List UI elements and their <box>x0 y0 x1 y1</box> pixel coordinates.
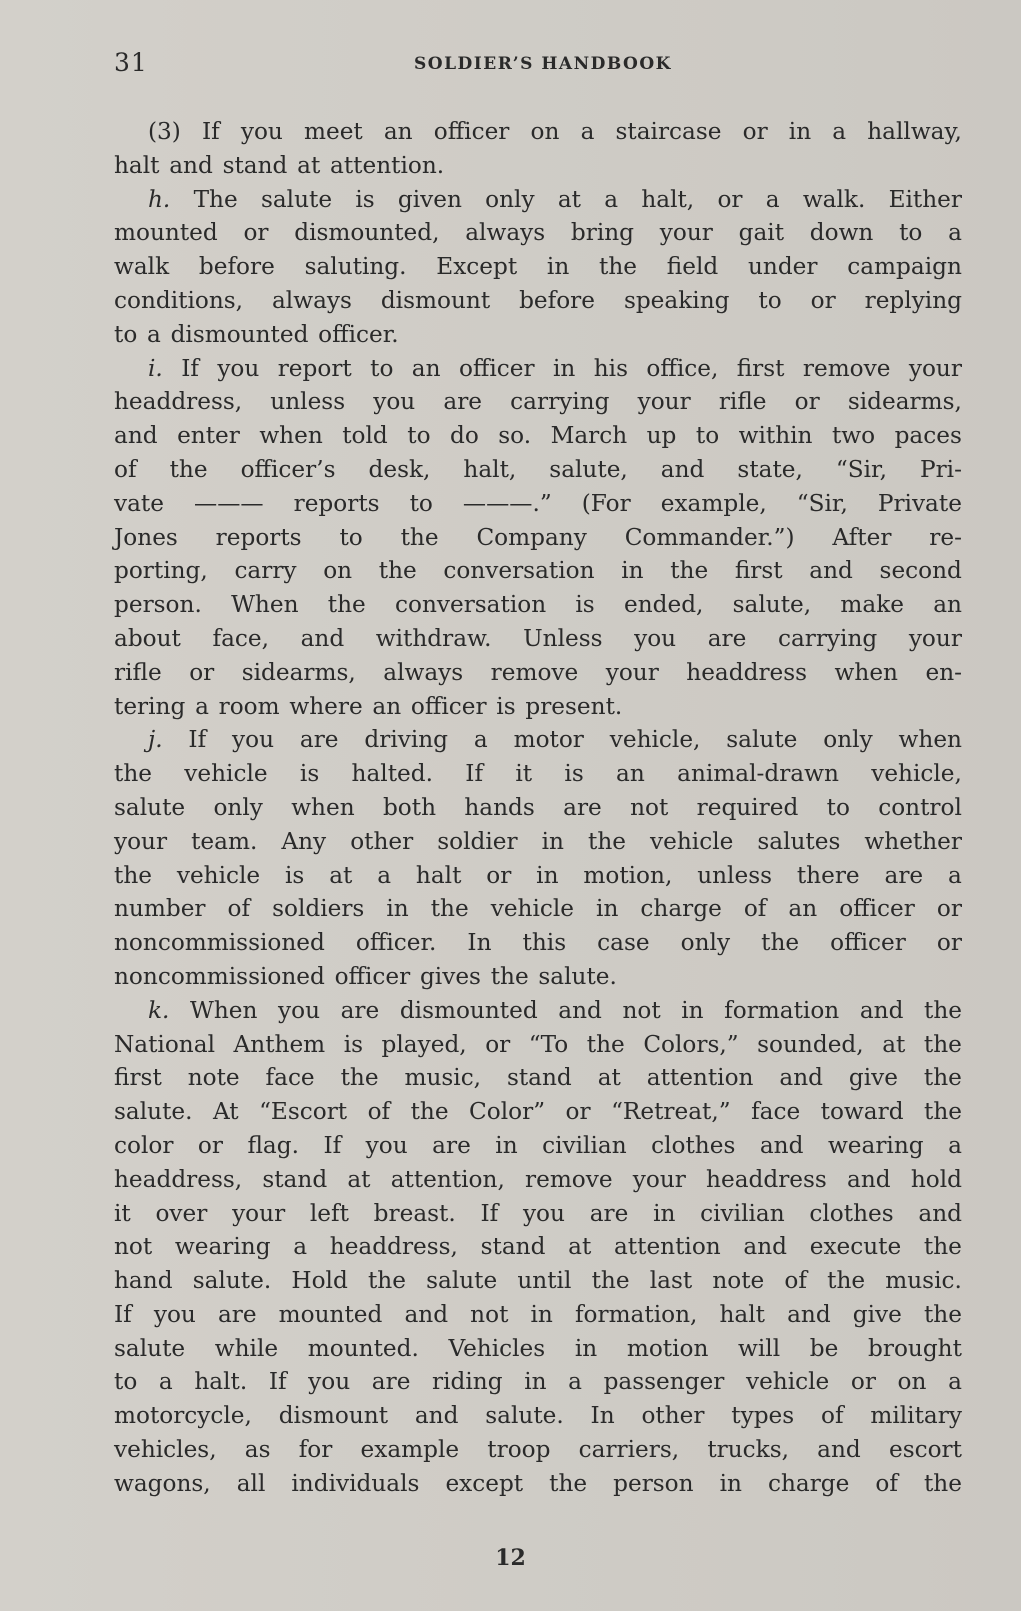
text-line: h. The salute is given only at a halt, or a walk. Either <box>148 185 962 213</box>
text-line: headdress, stand at attention, remove your headdress and hold <box>114 1165 962 1193</box>
page-number-top: 31 <box>114 48 148 77</box>
text-line: salute. At “Escort of the Color” or “Retreat,” face toward the <box>114 1098 962 1126</box>
text-line: number of soldiers in the vehicle in charge of an officer or <box>114 895 962 923</box>
body-text <box>114 115 962 1501</box>
text-line: noncommissioned officer. In this case only the officer or <box>114 929 962 957</box>
text-line: person. When the conversation is ended, salute, make an <box>114 591 962 619</box>
text-line: vehicles, as for example troop carriers, trucks, and escort <box>114 1436 962 1464</box>
text-line: your team. Any other soldier in the vehicle salutes whether <box>114 827 962 855</box>
text-line: the vehicle is at a halt or in motion, unless there are a <box>114 861 962 889</box>
text-line: salute while mounted. Vehicles in motion will be brought <box>114 1334 962 1362</box>
text-line: vate ——— reports to ———.” (For example, “Sir, Private <box>114 489 962 517</box>
text-line: hand salute. Hold the salute until the last note of the music. <box>114 1267 962 1295</box>
page-number-bottom: 12 <box>495 1545 526 1571</box>
text-line: color or flag. If you are in civilian clothes and wearing a <box>114 1131 962 1159</box>
text-line: about face, and withdraw. Unless you are carrying your <box>114 624 962 652</box>
text-line: headdress, unless you are carrying your rifle or sidearms, <box>114 388 962 416</box>
text-line: j. If you are driving a motor vehicle, salute only when <box>148 726 962 754</box>
text-line: not wearing a headdress, stand at attention and execute the <box>114 1233 962 1261</box>
text-line: noncommissioned officer gives the salute. <box>114 962 617 990</box>
text-line: the vehicle is halted. If it is an animal-drawn vehicle, <box>114 760 962 788</box>
text-line: tering a room where an officer is present. <box>114 692 623 720</box>
text-line: and enter when told to do so. March up to within two paces <box>114 422 962 450</box>
text-line: first note face the music, stand at attention and give the <box>114 1064 962 1092</box>
page-header <box>114 48 962 84</box>
text-line: conditions, always dismount before speaking to or replying <box>114 286 962 314</box>
text-line: walk before saluting. Except in the field under campaign <box>114 253 962 281</box>
text-line: i. If you report to an officer in his office, first remove your <box>148 354 962 382</box>
text-line: Jones reports to the Company Commander.”) After re- <box>114 523 962 551</box>
text-line: halt and stand at attention. <box>114 151 445 179</box>
text-line: motorcycle, dismount and salute. In other types of military <box>114 1402 962 1430</box>
text-line: to a dismounted officer. <box>114 320 399 348</box>
running-title: SOLDIER’S HANDBOOK <box>414 54 672 74</box>
text-line: porting, carry on the conversation in the first and second <box>114 557 962 585</box>
text-line: of the officer’s desk, halt, salute, and state, “Sir, Pri- <box>114 455 962 483</box>
text-line: If you are mounted and not in formation, halt and give the <box>114 1300 962 1328</box>
text-line: rifle or sidearms, always remove your headdress when en- <box>114 658 962 686</box>
text-line: it over your left breast. If you are in civilian clothes and <box>114 1199 962 1227</box>
text-line: salute only when both hands are not required to control <box>114 793 962 821</box>
text-line: National Anthem is played, or “To the Colors,” sounded, at the <box>114 1030 962 1058</box>
text-line: mounted or dismounted, always bring your gait down to a <box>114 219 962 247</box>
text-line: (3) If you meet an officer on a staircase or in a hallway, <box>148 118 962 145</box>
text-line: to a halt. If you are riding in a passenger vehicle or on a <box>114 1368 962 1396</box>
text-line: wagons, all individuals except the person in charge of the <box>114 1469 962 1497</box>
text-line: k. When you are dismounted and not in formation and the <box>148 996 962 1024</box>
